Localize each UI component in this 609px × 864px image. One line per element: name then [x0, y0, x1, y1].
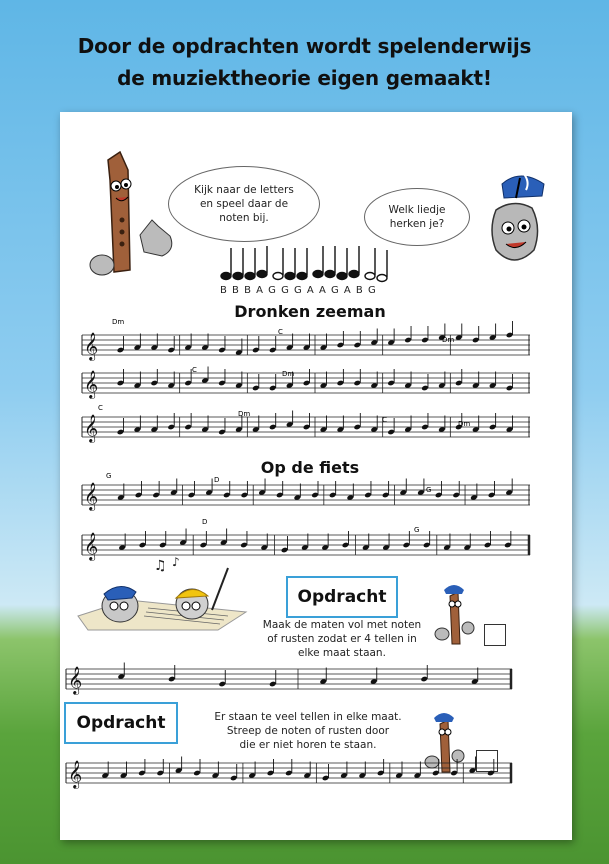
chord-label: Dm	[282, 370, 295, 378]
chord-label: G	[414, 526, 420, 534]
svg-text:𝄞: 𝄞	[68, 666, 83, 694]
chord-label: C	[192, 366, 197, 374]
opdracht-label-1: Opdracht	[286, 576, 398, 618]
header-line-2: de muziektheorie eigen gemaakt!	[117, 66, 492, 90]
chord-label: Dm	[112, 318, 125, 326]
characters-with-sheet-music-icon	[68, 555, 248, 632]
speech-bubble-right: Welk liedje herken je?	[364, 188, 470, 246]
song-title-dronken-zeeman: Dronken zeeman	[234, 302, 386, 321]
chord-label: Dm	[442, 336, 455, 344]
chord-label: G	[426, 486, 432, 494]
song-title-op-de-fiets: Op de fiets	[260, 458, 360, 477]
svg-text:𝄞: 𝄞	[84, 414, 99, 442]
chord-label: Dm	[458, 420, 471, 428]
ball-character-icon	[474, 170, 554, 282]
chord-label: C	[382, 416, 387, 424]
opdracht-checkbox-1[interactable]	[484, 624, 506, 646]
recorder-character-small-icon	[432, 578, 476, 650]
staff-opdracht-1	[66, 666, 512, 692]
opdracht-label-2: Opdracht	[64, 702, 178, 744]
recorder-character-icon	[80, 140, 180, 290]
melody-notes-icon	[218, 244, 408, 282]
chord-label: Dm	[238, 410, 251, 418]
svg-text:𝄞: 𝄞	[84, 482, 99, 510]
svg-text:𝄞: 𝄞	[68, 760, 83, 788]
header-line-1: Door de opdrachten wordt spelenderwijs	[77, 34, 532, 58]
svg-text:𝄞: 𝄞	[84, 332, 99, 360]
chord-label: D	[214, 476, 220, 484]
page-header	[0, 30, 609, 94]
note-letter-labels: B B B A G G G A A G A B G	[220, 285, 377, 296]
svg-text:♫: ♫	[154, 558, 167, 574]
chord-label: C	[98, 404, 103, 412]
svg-text:𝄞: 𝄞	[84, 370, 99, 398]
speech-bubble-left: Kijk naar de letters en speel daar de noten bij.	[168, 166, 320, 242]
opdracht-instruction-1: Maak de maten vol met noten of rusten zodat er 4 tellen in elke maat staan.	[262, 619, 422, 659]
staff-opdracht-2	[66, 760, 512, 786]
worksheet	[60, 112, 572, 840]
staff-dronken-zeeman-2	[82, 370, 530, 396]
staff-op-de-fiets-1	[82, 482, 530, 508]
opdracht-instruction-2: Er staan te veel tellen in elke maat. Streep de noten of rusten door die er niet horen te staan.	[214, 711, 402, 751]
staff-dronken-zeeman-1	[82, 332, 530, 358]
chord-label: C	[278, 328, 283, 336]
chord-label: D	[202, 518, 208, 526]
chord-label: G	[106, 472, 112, 480]
svg-text:𝄞: 𝄞	[84, 532, 99, 560]
svg-text:♪: ♪	[172, 555, 180, 569]
staff-op-de-fiets-2	[82, 532, 530, 558]
